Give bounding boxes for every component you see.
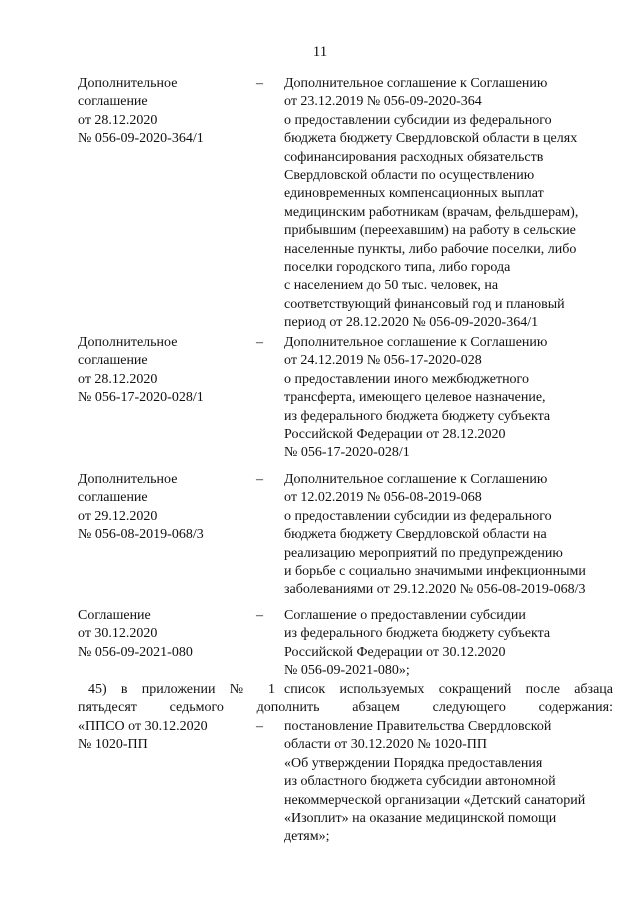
reference-line: № 056-09-2020-364/1 [78, 131, 204, 147]
description-line: из федерального бюджета бюджету субъекта [284, 408, 551, 424]
page-number: 11 [312, 44, 328, 60]
description-line: от 23.12.2019 № 056-09-2020-364 [284, 94, 482, 110]
description-line: «Изоплит» на оказание медицинской помощи [284, 811, 557, 827]
description-line: области от 30.12.2020 № 1020-ПП [284, 737, 487, 753]
dash-separator: – [256, 719, 263, 734]
reference-line: соглашение [78, 490, 148, 506]
description-line: о предоставлении субсидии из федерального [284, 508, 552, 524]
description-line: софинансирования расходных обязательств [284, 149, 544, 165]
reference-line: № 056-09-2021-080 [78, 644, 193, 660]
description-line: и борьбе с социально значимыми инфекционными [284, 564, 586, 580]
description-line: бюджета бюджету Свердловской области в целях [284, 131, 578, 147]
agreement-reference [78, 607, 248, 662]
description-line: бюджета бюджету Свердловской области на [284, 527, 547, 543]
agreement-description [284, 75, 614, 333]
description-line: «Об утверждении Порядка предоставления [284, 755, 543, 771]
amendment-line: пятьдесят седьмого дополнить абзацем следующего содержания: [78, 700, 613, 716]
description-line: Дополнительное соглашение к Соглашению [284, 472, 548, 487]
description-line: из областного бюджета субсидии автономной [284, 774, 556, 790]
description-line: трансферта, имеющего целевое назначение, [284, 390, 546, 406]
description-line: некоммерческой организации «Детский санаторий [284, 792, 586, 808]
reference-line: Дополнительное [78, 76, 178, 91]
description-line: № 056-09-2021-080»; [284, 663, 410, 679]
description-line: от 24.12.2019 № 056-17-2020-028 [284, 353, 482, 369]
dash-separator: – [256, 335, 263, 350]
description-line: прибывшим (переехавшим) на работу в сельские [284, 223, 576, 239]
description-line: от 12.02.2019 № 056-08-2019-068 [284, 490, 482, 506]
description-line: Свердловской области по осуществлению [284, 168, 535, 184]
description-line: Российской Федерации от 28.12.2020 [284, 427, 506, 443]
reference-line: от 29.12.2020 [78, 508, 158, 524]
description-line: Дополнительное соглашение к Соглашению [284, 335, 548, 350]
dash-separator: – [256, 472, 263, 487]
description-line: о предоставлении субсидии из федерального [284, 112, 552, 128]
reference-line: Дополнительное [78, 472, 178, 487]
reference-line: соглашение [78, 94, 148, 110]
description-line: из федерального бюджета бюджету субъекта [284, 626, 551, 642]
description-line: медицинским работникам (врачам, фельдшерам), [284, 204, 579, 220]
agreement-reference [78, 75, 248, 149]
reference-line: № 056-17-2020-028/1 [78, 390, 204, 406]
description-line: с населением до 50 тыс. человек, на [284, 278, 499, 294]
abbreviation-description [284, 718, 614, 847]
description-line: постановление Правительства Свердловской [284, 719, 552, 734]
description-line: населенные пункты, либо рабочие поселки, либо [284, 241, 577, 257]
reference-line: № 1020-ПП [78, 737, 148, 753]
amendment-lead: 45) в приложении № 1 [88, 682, 275, 697]
agreement-description [284, 334, 614, 463]
description-line: период от 28.12.2020 № 056-09-2020-364/1 [284, 315, 539, 331]
reference-line: от 28.12.2020 [78, 371, 158, 387]
reference-line: от 30.12.2020 [78, 626, 158, 642]
abbreviation-reference [78, 718, 248, 755]
description-line: реализацию мероприятий по предупреждению [284, 545, 563, 561]
amendment-continuation: список используемых сокращений после абзаца [284, 682, 613, 697]
reference-line: соглашение [78, 353, 148, 369]
description-line: № 056-17-2020-028/1 [284, 445, 410, 461]
description-line: соответствующий финансовый год и плановый [284, 296, 565, 312]
description-line: Российской Федерации от 30.12.2020 [284, 644, 506, 660]
description-line: поселки городского типа, либо города [284, 260, 511, 276]
reference-line: Соглашение [78, 608, 151, 623]
amendment-item-45 [78, 681, 613, 718]
agreement-description [284, 471, 614, 600]
description-line: детям»; [284, 829, 330, 845]
reference-line: «ППСО от 30.12.2020 [78, 719, 208, 734]
amendment-line [78, 681, 613, 699]
reference-line: № 056-08-2019-068/3 [78, 527, 204, 543]
agreement-reference [78, 334, 248, 408]
dash-separator: – [256, 76, 263, 91]
agreement-reference [78, 471, 248, 545]
reference-line: Дополнительное [78, 335, 178, 350]
description-line: о предоставлении иного межбюджетного [284, 371, 529, 387]
description-line: единовременных компенсационных выплат [284, 186, 544, 202]
description-line: Соглашение о предоставлении субсидии [284, 608, 526, 623]
dash-separator: – [256, 608, 263, 623]
reference-line: от 28.12.2020 [78, 112, 158, 128]
agreement-description [284, 607, 614, 681]
description-line: заболеваниями от 29.12.2020 № 056-08-2019-068/3 [284, 582, 586, 598]
description-line: Дополнительное соглашение к Соглашению [284, 76, 548, 91]
